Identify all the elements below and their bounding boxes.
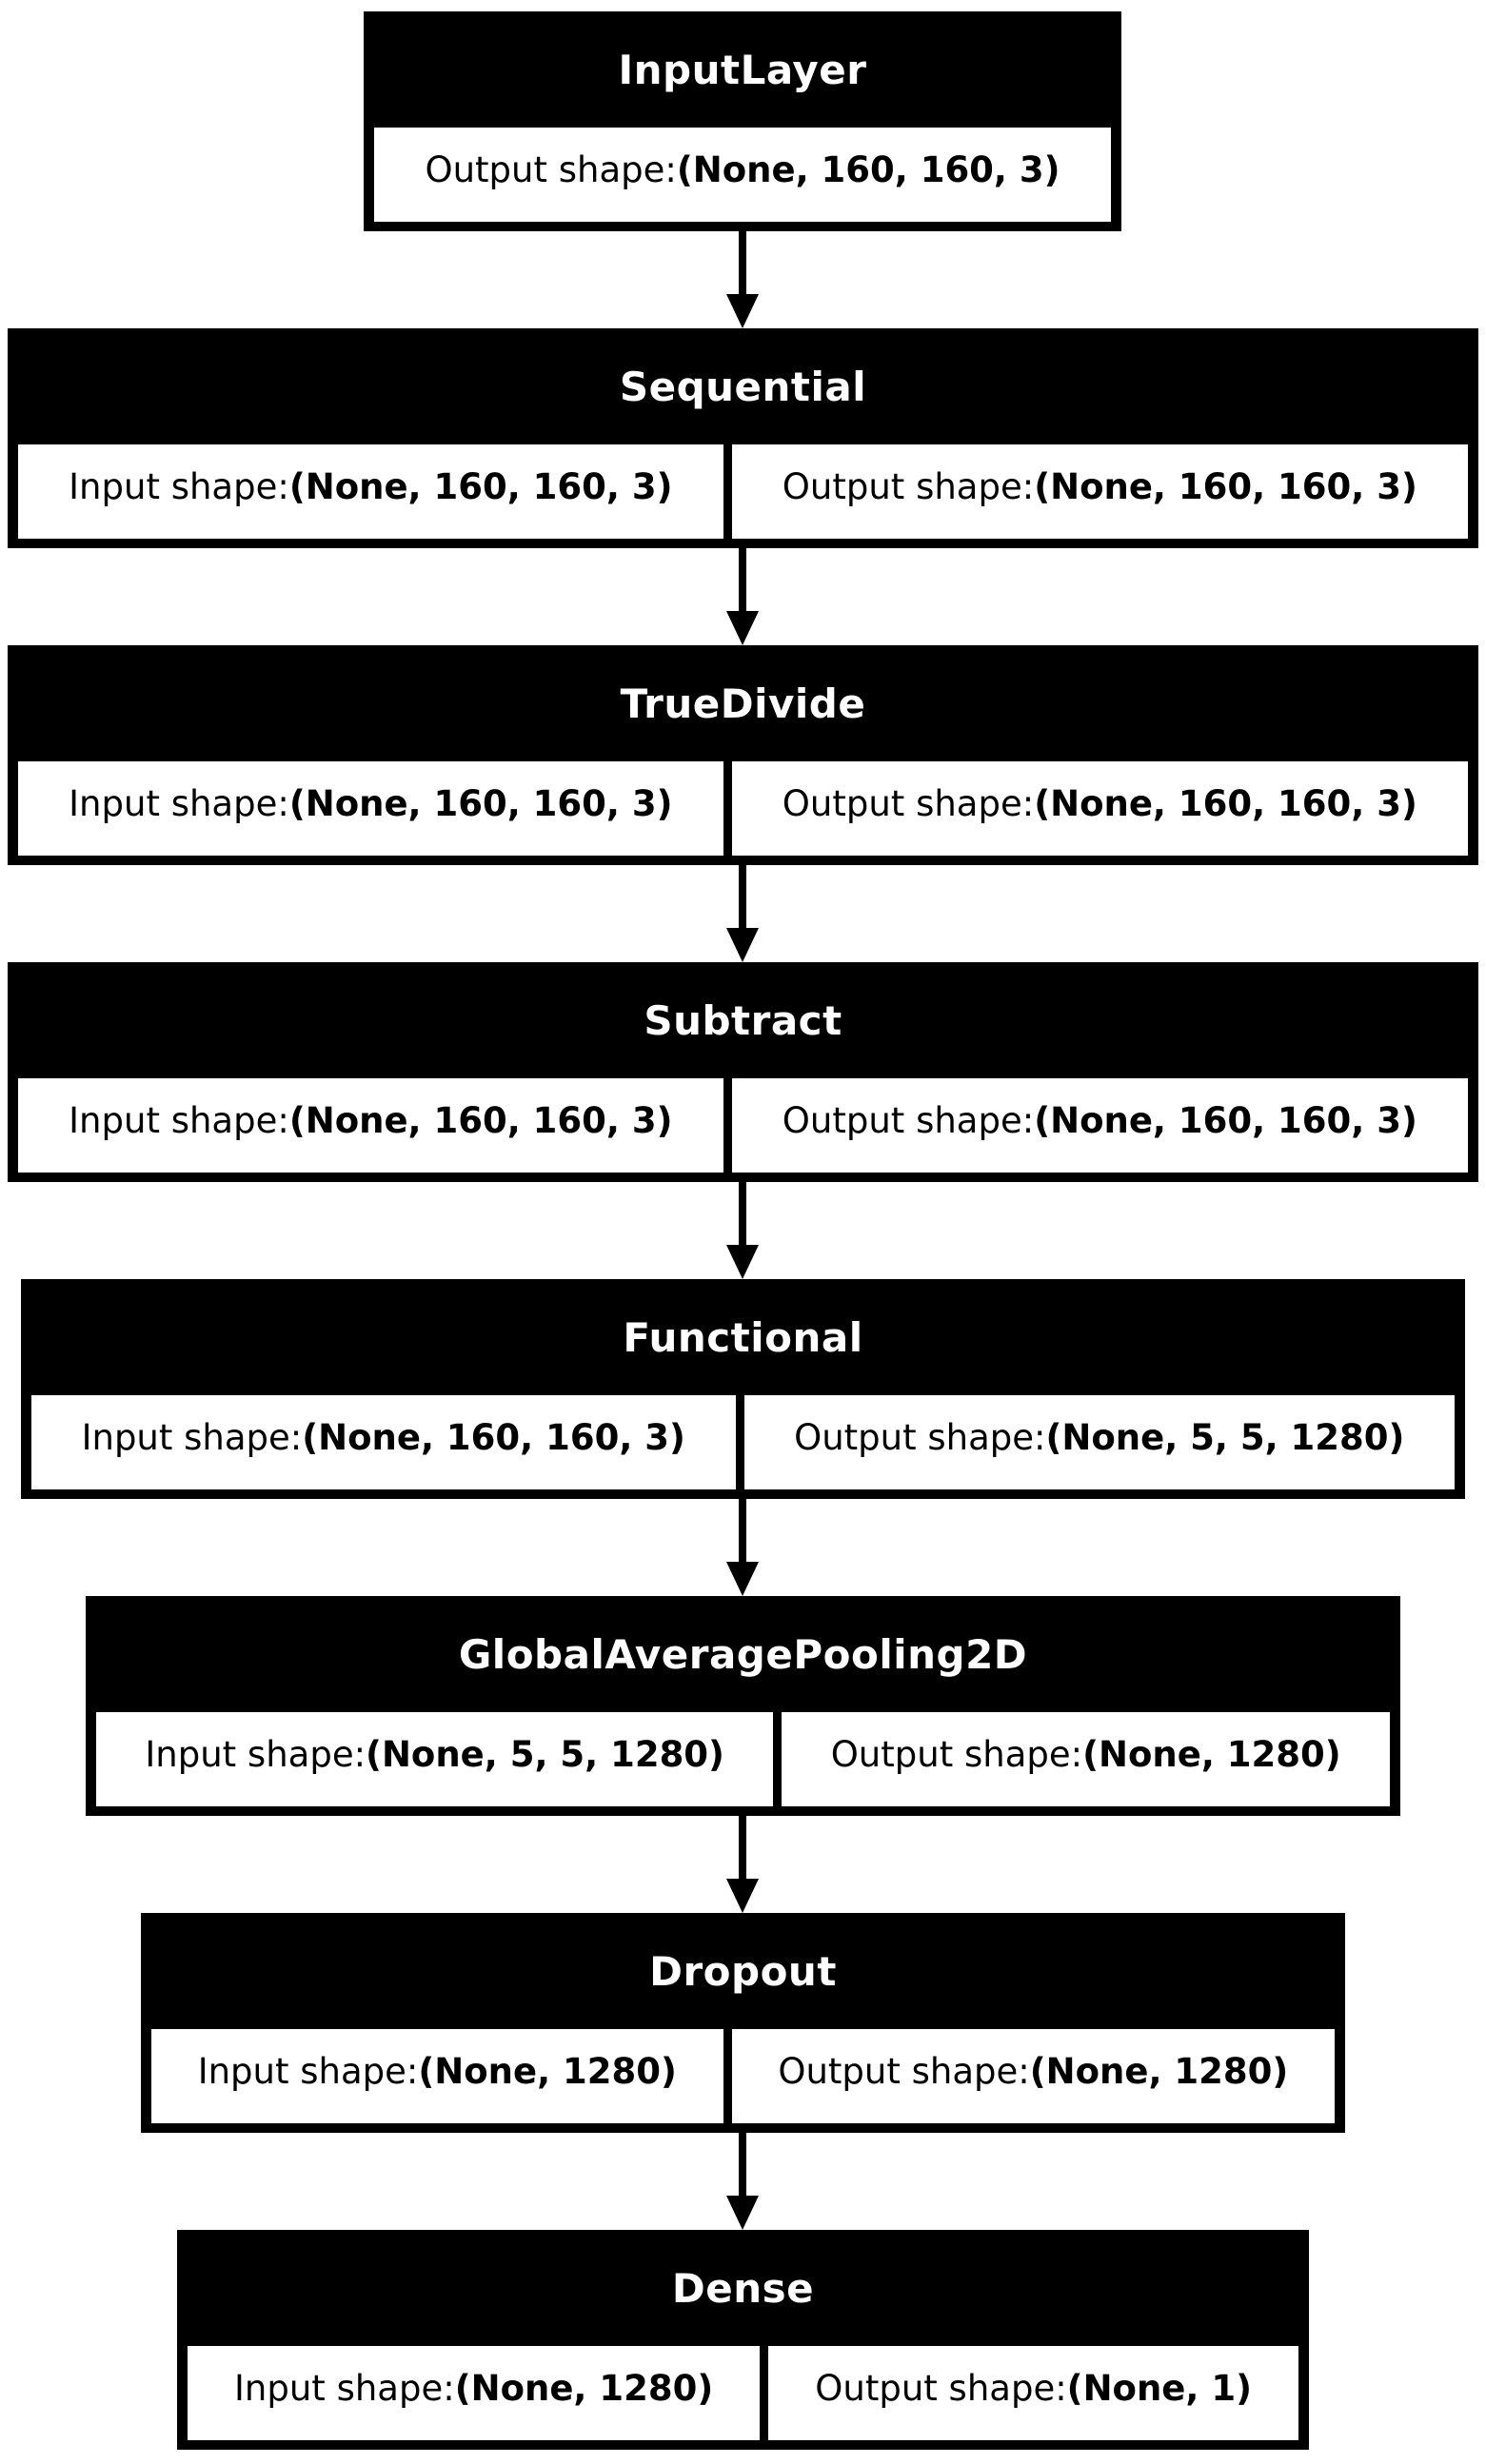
- shape-label: Input shape:: [69, 1100, 289, 1141]
- shape-value: (None, 1280): [418, 2051, 677, 2092]
- shape-value: (None, 160, 160, 3): [288, 783, 673, 824]
- shape-label: Input shape:: [234, 2368, 455, 2409]
- output-shape-cell: [732, 444, 1468, 539]
- shape-label: Input shape:: [69, 466, 289, 507]
- node-title: InputLayer: [618, 46, 867, 93]
- flow-arrow: [726, 1182, 759, 1279]
- shape-label: Input shape:: [145, 1734, 367, 1775]
- output-shape-cell: [732, 2029, 1335, 2123]
- arrow-line: [739, 1816, 746, 1879]
- shape-value: (None, 160, 160, 3): [676, 149, 1060, 190]
- node-shape-cells: [8, 761, 1478, 865]
- output-shape-cell: [768, 2346, 1298, 2440]
- node-title: Dense: [671, 2264, 815, 2312]
- flow-arrow: [726, 865, 759, 962]
- node-shape-cells: [364, 128, 1121, 231]
- output-shape-cell: [732, 761, 1468, 856]
- shape-value: (None, 160, 160, 3): [302, 1417, 685, 1458]
- input-shape-cell: [188, 2346, 760, 2440]
- shape-label: Output shape:: [782, 1100, 1035, 1141]
- node-shape-cells: [8, 444, 1478, 548]
- node-subtract: [8, 962, 1478, 1182]
- node-dropout: [141, 1913, 1345, 2133]
- arrow-head-icon: [726, 1562, 759, 1596]
- shape-value: (None, 1280): [1029, 2051, 1289, 2092]
- shape-value: (None, 1280): [1082, 1734, 1341, 1775]
- shape-value: (None, 1280): [454, 2368, 714, 2409]
- arrow-head-icon: [726, 611, 759, 645]
- node-shape-cells: [141, 2029, 1345, 2133]
- arrow-head-icon: [726, 294, 759, 328]
- arrow-line: [739, 1182, 746, 1245]
- shape-value: (None, 5, 5, 1280): [366, 1734, 724, 1775]
- node-title: Dropout: [649, 1947, 837, 1995]
- output-shape-cell: [782, 1712, 1390, 1806]
- node-globalaveragepooling2d: [86, 1596, 1400, 1816]
- shape-label: Output shape:: [425, 149, 677, 190]
- arrow-head-icon: [726, 928, 759, 962]
- flow-arrow: [726, 231, 759, 328]
- node-title: TrueDivide: [620, 680, 866, 727]
- node-shape-cells: [86, 1712, 1400, 1816]
- shape-label: Output shape:: [782, 466, 1035, 507]
- node-title: Functional: [623, 1313, 863, 1361]
- shape-label: Input shape:: [81, 1417, 303, 1458]
- shape-value: (None, 160, 160, 3): [1034, 783, 1417, 824]
- node-sequential: [8, 328, 1478, 548]
- node-shape-cells: [8, 1078, 1478, 1182]
- arrow-head-icon: [726, 1245, 759, 1279]
- node-title: Sequential: [619, 363, 867, 410]
- shape-value: (None, 160, 160, 3): [1034, 1100, 1417, 1141]
- node-truedivide: [8, 645, 1478, 865]
- node-inputlayer: [364, 11, 1121, 231]
- node-title: Subtract: [644, 996, 842, 1044]
- arrow-line: [739, 1499, 746, 1562]
- shape-value: (None, 160, 160, 3): [1034, 466, 1417, 507]
- shape-label: Output shape:: [830, 1734, 1083, 1775]
- shape-label: Output shape:: [794, 1417, 1046, 1458]
- node-dense: [177, 2230, 1309, 2450]
- output-shape-cell: [744, 1395, 1455, 1489]
- shape-value: (None, 160, 160, 3): [288, 1100, 673, 1141]
- arrow-line: [739, 548, 746, 611]
- shape-value: (None, 1): [1066, 2368, 1252, 2409]
- node-shape-cells: [177, 2346, 1309, 2450]
- input-shape-cell: [18, 444, 723, 539]
- flow-arrow: [726, 1499, 759, 1596]
- node-shape-cells: [21, 1395, 1465, 1499]
- shape-value: (None, 5, 5, 1280): [1045, 1417, 1405, 1458]
- input-shape-cell: [96, 1712, 773, 1806]
- shape-value: (None, 160, 160, 3): [288, 466, 673, 507]
- arrow-line: [739, 2133, 746, 2196]
- output-shape-cell: [732, 1078, 1468, 1173]
- input-shape-cell: [18, 761, 723, 856]
- output-shape-cell: [374, 128, 1111, 222]
- node-title: GlobalAveragePooling2D: [458, 1630, 1028, 1678]
- shape-label: Output shape:: [778, 2051, 1030, 2092]
- flow-arrow: [726, 548, 759, 645]
- flow-arrow: [726, 1816, 759, 1913]
- input-shape-cell: [31, 1395, 736, 1489]
- node-functional: [21, 1279, 1465, 1499]
- arrow-head-icon: [726, 2196, 759, 2230]
- shape-label: Output shape:: [782, 783, 1035, 824]
- arrow-line: [739, 231, 746, 294]
- shape-label: Output shape:: [815, 2368, 1067, 2409]
- arrow-head-icon: [726, 1879, 759, 1913]
- shape-label: Input shape:: [69, 783, 289, 824]
- input-shape-cell: [18, 1078, 723, 1173]
- input-shape-cell: [151, 2029, 723, 2123]
- flow-arrow: [726, 2133, 759, 2230]
- arrow-line: [739, 865, 746, 928]
- shape-label: Input shape:: [197, 2051, 419, 2092]
